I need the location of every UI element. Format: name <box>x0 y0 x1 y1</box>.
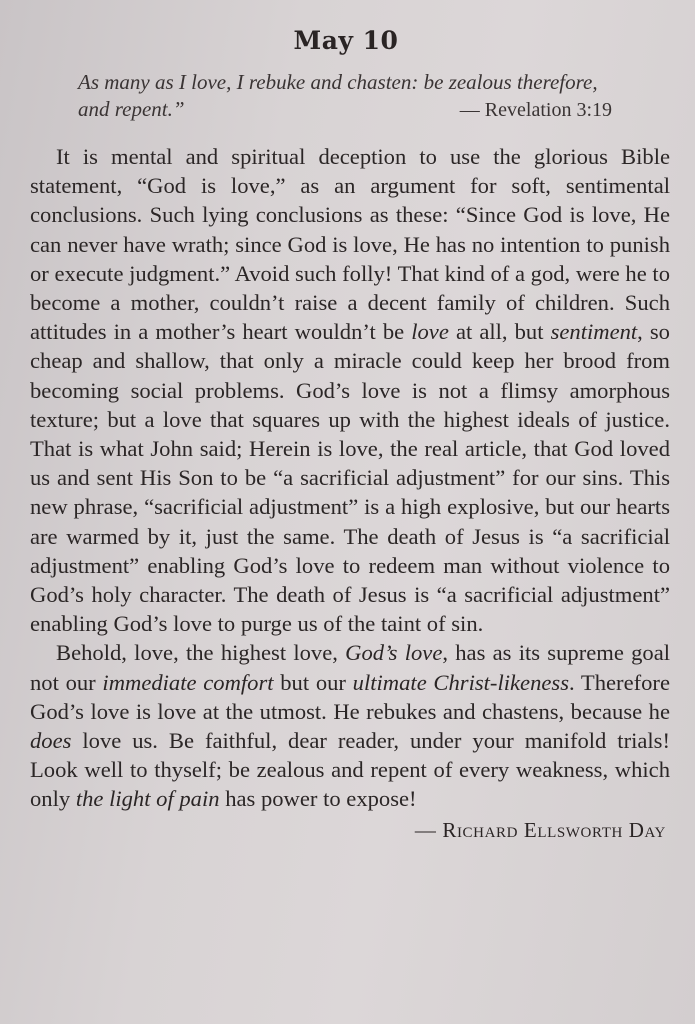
text-run: , so cheap and shallow, that only a miracle could keep her brood from becoming social problems. God’s love is not a flimsy amorphous texture; but a love that squares up with the highest ideals of justice. That is what John said; Herein is love, the real article, that God loved us and sent His Son to be “a sacrificial adjustment” for our sins. This new phrase, “sacrificial adjustment” is a high explosive, but our hearts are warmed by it, just the same. The death of Jesus is “a sacrificial adjustment” enabling God’s love to redeem man without violence to God’s holy character. The death of Jesus is “a sacrificial adjustment” enabling God’s love to purge us of the taint of sin. <box>30 319 670 637</box>
emphasized-text: sentiment <box>550 319 638 345</box>
text-run: love us. Be faithful, dear reader, under your manifold trials! Look well to thyself; be zealous and repent of every weakness, which only <box>30 728 670 812</box>
body-text <box>22 142 670 814</box>
text-run: has power to expose! <box>219 786 417 812</box>
text-run: at all, but <box>448 319 551 345</box>
page-date-heading: May 10 <box>293 26 399 55</box>
emphasized-text: God’s love <box>345 640 443 666</box>
text-run: but our <box>273 669 353 695</box>
epigraph-reference: — Revelation 3:19 <box>459 99 612 121</box>
emphasized-text: ultimate Christ-likeness <box>352 669 569 695</box>
body-paragraph <box>30 142 670 638</box>
devotional-page <box>22 22 670 1012</box>
emphasized-text: love <box>411 319 449 345</box>
emphasized-text: the light of pain <box>75 786 220 812</box>
text-run: It is mental and spiritual deception to use the glorious Bible statement, “God is love,” as an argument for soft, sentimental conclusions. Such lying conclusions as these: “Since God is love, He can never have wrath; since God is love, He has no intention to punish or execute judgment.” Avoid such folly! That kind of a god, were he to become a mother, couldn’t raise a decent family of children. Such attitudes in a mother’s heart wouldn’t be <box>30 144 670 345</box>
emphasized-text: immediate comfort <box>102 669 274 695</box>
author-signature: — Richard Ellsworth Day <box>414 817 666 842</box>
text-run: . Therefore God’s love is love at the utmost. He rebukes and chastens, because he <box>30 669 670 724</box>
epigraph-quote: As many as I love, I rebuke and chasten: be zealous therefore, and repent.” <box>78 70 598 121</box>
text-run: , has as its supreme goal not our <box>30 640 671 695</box>
emphasized-text: does <box>30 728 72 754</box>
text-run: Behold, love, the highest love, <box>56 640 346 666</box>
body-paragraph <box>30 638 670 813</box>
